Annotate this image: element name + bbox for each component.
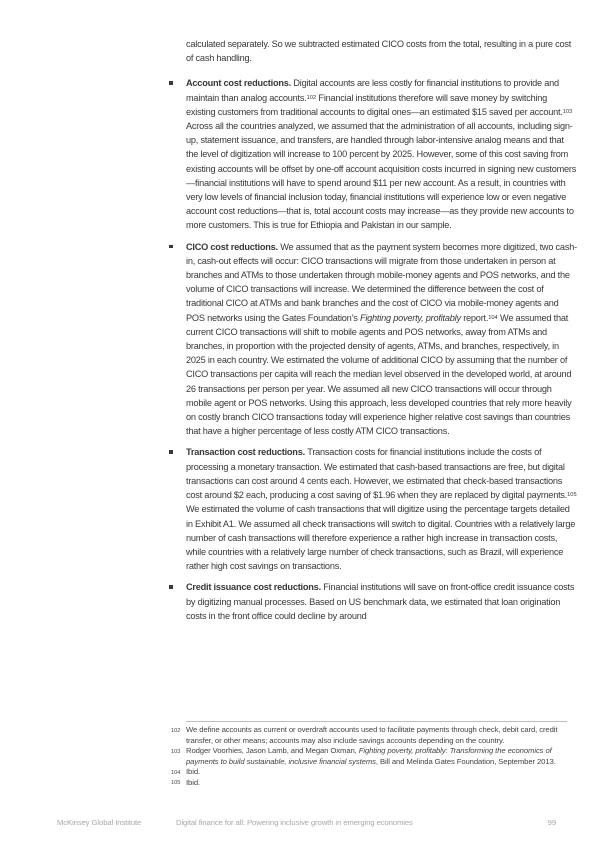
bullet-paragraph: Credit issuance cost reductions. Financial institutions will save on front-office credit issuance costs by digitizing manual processes. Based on US benchmark data, we estimated that loan origination costs in the front office could decline by around bbox=[186, 582, 575, 621]
footnote-104 bbox=[171, 767, 567, 778]
intro-paragraph: calculated separately. So we subtracted estimated CICO costs from the total, resulting in a pure cost of cash handling. bbox=[186, 39, 572, 64]
bullet-credit-issuance-cost-reductions bbox=[186, 580, 578, 623]
footnote-number: 103 bbox=[171, 748, 181, 755]
footnote-text: Rodger Voorhies, Jason Lamb, and Megan Oxman, Fighting poverty, profitably: Transforming the economics of payments to build sustainable, inclusive financial systems, Bill and Melinda Gates Foundation, September 2013. bbox=[186, 746, 556, 766]
bullet-account-cost-reductions bbox=[186, 76, 578, 232]
bullet-cico-cost-reductions bbox=[186, 240, 578, 439]
cost-reduction-bullet-list bbox=[186, 76, 578, 623]
footnote-number: 102 bbox=[171, 727, 181, 734]
bullet-paragraph: Account cost reductions. Digital accounts are less costly for financial institutions to provide and maintain than analog accounts.$^{102}$ Financial institutions therefore will save money by switching existing customers from traditional accounts to digital ones—an estimated $15 saved per account.$^{103}$ Across all the countries analyzed, we assumed that the administration of all accounts, including sign-up, statement issuance, and transfers, are handled through labor-intensive analog means and that the level of digitization will increase to 100 percent by 2025. However, some of this cost saving from existing accounts will be offset by one-off account acquisition costs incurred in signing new customers—financial institutions will have to spend around $11 per new account. As a result, in countries with very low levels of financial inclusion today, financial institutions will experience low or even negative account cost reductions—that is, total account costs may increase—as they provide new accounts to more customers. This is true for Ethiopia and Pakistan in our sample. bbox=[186, 78, 577, 231]
footer-report-title: Digital finance for all: Powering inclusive growth in emerging economies bbox=[176, 818, 413, 827]
bullet-paragraph: CICO cost reductions. We assumed that as the payment system becomes more digitized, two cash-in, cash-out effects will occur: CICO transactions will migrate from those undertaken in person at branches and ATMs to those undertaken through mobile-money agents and POS networks, and the volume of CICO transactions will increase. We determined the difference between the cost of traditional CICO at ATMs and bank branches and the cost of CICO via mobile-money agents and POS networks using the Gates Foundation’s Fighting poverty, profitably report.$^{104}$ We assumed that current CICO transactions will shift to mobile agents and POS networks, away from ATMs and branches, in proportion with the projected density of agents, ATMs, and branches, respectively, in 2025 in each country. We estimated the volume of additional CICO by assuming that the number of CICO transactions per capita will reach the median level observed in the developed world, at around 26 transactions per person per year. We assumed all new CICO transactions will occur through mobile agent or POS networks. Using this approach, less developed countries that rely more heavily on costly branch CICO transactions today will experience higher relative cost savings than countries that have a higher percentage of less costly ATM CICO transactions. bbox=[186, 241, 577, 437]
page-content bbox=[186, 37, 578, 623]
bullet-transaction-cost-reductions bbox=[186, 445, 578, 573]
footer-institute-name: McKinsey Global Institute bbox=[57, 818, 142, 827]
footnote-102 bbox=[171, 725, 567, 746]
bullet-marker-icon bbox=[169, 585, 173, 589]
footnote-number: 104 bbox=[171, 769, 181, 776]
bullet-marker-icon bbox=[169, 81, 173, 85]
bullet-paragraph: Transaction cost reductions. Transaction costs for financial institutions include the costs of processing a monetary transaction. We estimated that cash-based transactions are free, but digital transactions can cost around 4 cents each. However, we estimated that check-based transactions cost around $2 each, producing a cost saving of $1.96 when they are replaced by digital payments.$^{105}$ We estimated the volume of cash transactions that will digitize using the percentage targets detailed in Exhibit A1. We assumed all check transactions will switch to digital. Countries with a relatively large number of cash transactions will therefore experience a rather high increase in transaction costs, while countries with a relatively large number of check transactions, such as Brazil, will experience rather high cost savings on transactions. bbox=[186, 447, 577, 572]
footnote-105 bbox=[171, 777, 567, 789]
bullet-marker-icon bbox=[169, 245, 173, 249]
page-number: 99 bbox=[547, 818, 556, 827]
footnote-text: Ibid. bbox=[186, 777, 201, 787]
bullet-marker-icon bbox=[169, 450, 173, 454]
footnotes-section bbox=[171, 721, 567, 789]
footnote-text: Ibid. bbox=[186, 767, 201, 777]
footnote-text: We define accounts as current or overdraft accounts used to facilitate payments through check, debit card, credit transfer, or other means; accounts may also include savings accounts depending on the country. bbox=[186, 725, 558, 745]
footnote-103 bbox=[171, 746, 567, 767]
footnote-number: 105 bbox=[171, 780, 181, 787]
